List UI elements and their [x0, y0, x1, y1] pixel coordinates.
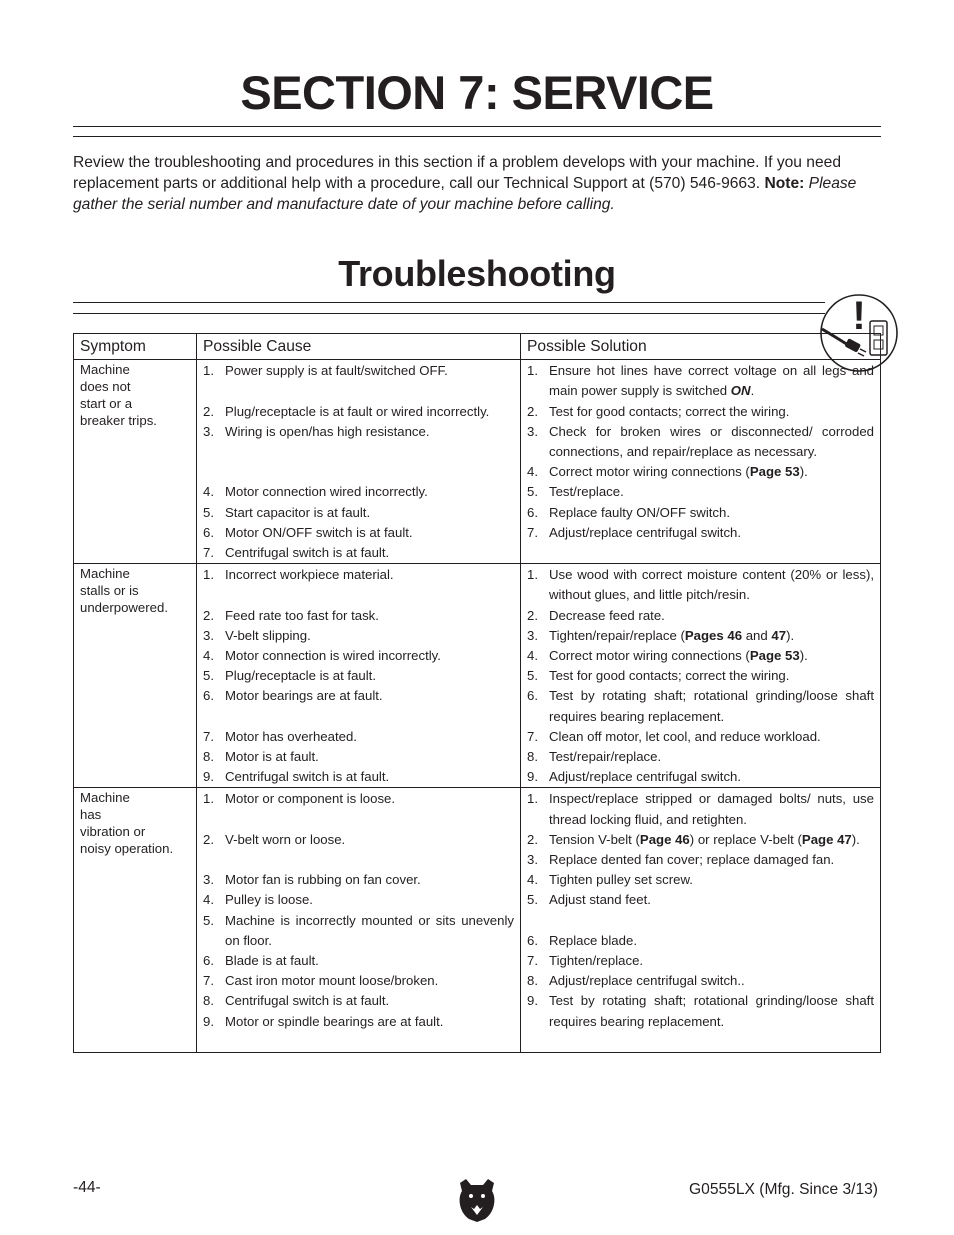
- solution-number: 2.: [527, 403, 538, 419]
- cause-number: 8.: [203, 749, 214, 764]
- solution-text-part: Inspect/replace stripped or damaged bolts/ nuts, use thread locking fluid, and retighten.: [549, 791, 874, 827]
- cause-text: Blade is at fault.: [225, 953, 319, 969]
- cause-text: Incorrect workpiece material.: [225, 567, 394, 583]
- cause-item: [203, 626, 514, 646]
- solution-number: 3.: [527, 852, 538, 868]
- solution-text: [549, 523, 874, 543]
- solution-number: 2.: [527, 607, 538, 623]
- solution-text-part: Adjust/replace centrifugal switch..: [549, 973, 745, 989]
- solution-number: 5.: [527, 892, 538, 908]
- solution-text-part: .: [750, 383, 755, 399]
- cause-text: Plug/receptacle is at fault.: [225, 668, 377, 684]
- cause-number: 1.: [203, 363, 214, 379]
- solution-text: [549, 686, 874, 726]
- solution-text-part: Use wood with correct moisture content (20% or less), without glues, and little pitch/resin.: [549, 567, 874, 603]
- cause-text: V-belt slipping.: [225, 627, 311, 643]
- cause-cell: [197, 564, 521, 788]
- solution-text-part: Tighten/replace.: [549, 953, 644, 969]
- solution-item: [527, 830, 874, 850]
- cause-text: Motor is at fault.: [225, 749, 319, 764]
- solution-item: [527, 789, 874, 829]
- solution-item: [527, 646, 874, 666]
- cause-number: 7.: [203, 973, 214, 989]
- cause-item: [203, 606, 514, 626]
- solution-number: 1.: [527, 363, 538, 379]
- cause-item: [203, 971, 514, 991]
- cause-item: [203, 789, 514, 829]
- solution-text-part: Tension V-belt (: [549, 831, 640, 847]
- model-label: G0555LX (Mfg. Since 3/13): [689, 1181, 878, 1198]
- cause-text: Motor bearings are at fault.: [225, 688, 383, 704]
- solution-number: 7.: [527, 524, 538, 540]
- cause-text: Feed rate too fast for task.: [225, 607, 379, 623]
- solution-number: 6.: [527, 688, 538, 704]
- solution-text-part: Correct motor wiring connections (: [549, 464, 750, 480]
- solution-text-part: Test/repair/replace.: [549, 749, 662, 765]
- solution-item: [527, 523, 874, 543]
- symptom-line: start or a: [80, 396, 133, 412]
- page-reference: Page 53: [749, 648, 800, 664]
- symptom-line: vibration or: [80, 824, 146, 840]
- cause-item: [203, 767, 514, 787]
- solution-item: [527, 991, 874, 1031]
- symptom-line: noisy operation.: [80, 841, 174, 857]
- page-reference: Pages 46: [684, 627, 743, 643]
- solution-item: [527, 951, 874, 971]
- cause-item: [203, 482, 514, 502]
- solution-number: 1.: [527, 791, 538, 807]
- symptom-line: Machine: [80, 790, 130, 806]
- page-reference: Page 47: [801, 831, 852, 847]
- solution-text: [549, 361, 874, 401]
- cause-item: [203, 890, 514, 910]
- solution-text-part: Ensure hot lines have correct voltage on all legs and main power supply is switched: [549, 363, 874, 399]
- solution-text: [549, 482, 874, 502]
- solution-item: [527, 767, 874, 787]
- cause-item: [203, 361, 514, 401]
- cause-text: Motor connection wired incorrectly.: [225, 484, 428, 500]
- cause-number: 3.: [203, 627, 214, 643]
- solution-item: [527, 686, 874, 726]
- cause-number: 1.: [203, 791, 214, 807]
- solution-number: 4.: [527, 872, 538, 888]
- solution-text: [549, 951, 874, 971]
- solution-item: [527, 462, 874, 482]
- cause-text: Centrifugal switch is at fault.: [225, 769, 390, 785]
- cause-number: 5.: [203, 504, 214, 520]
- title-rule-bottom: [73, 136, 881, 137]
- solution-number: 9.: [527, 769, 538, 785]
- solution-item: [527, 626, 874, 646]
- solution-text-part: Replace dented fan cover; replace damaged fan.: [549, 852, 835, 868]
- solution-item: [527, 482, 874, 502]
- cause-item: [203, 543, 514, 563]
- solution-text-part: and: [742, 627, 772, 643]
- cause-item: [203, 422, 514, 483]
- solution-text-part: Check for broken wires or disconnected/ corroded connections, and repair/replace as necessary.: [549, 423, 874, 460]
- cause-number: 2.: [203, 831, 214, 847]
- cause-number: 1.: [203, 567, 214, 583]
- table-header-row: [74, 334, 881, 360]
- table-row: [74, 564, 881, 788]
- cause-number: 2.: [203, 607, 214, 623]
- solution-item: [527, 361, 874, 401]
- cause-number: 3.: [203, 872, 214, 888]
- solution-number: 3.: [527, 423, 538, 439]
- solution-text: [549, 666, 874, 686]
- cause-text: Motor fan is rubbing on fan cover.: [225, 872, 421, 888]
- solution-item: [527, 931, 874, 951]
- solution-text-part: Test for good contacts; correct the wiring.: [549, 403, 790, 419]
- solution-number: 9.: [527, 993, 538, 1009]
- solution-item: [527, 666, 874, 686]
- solution-text-part: ).: [799, 464, 808, 480]
- cause-number: 9.: [203, 769, 214, 785]
- cause-text: Machine is incorrectly mounted or sits unevenly on floor.: [225, 912, 514, 948]
- solution-text: [549, 789, 874, 829]
- solution-item: [527, 971, 874, 991]
- cause-text: Motor or component is loose.: [225, 791, 396, 807]
- solution-text-part: Test by rotating shaft; rotational grinding/loose shaft requires bearing replacement.: [549, 993, 874, 1029]
- symptom-line: underpowered.: [80, 600, 168, 616]
- page-reference: ON: [730, 383, 751, 399]
- solution-text: [549, 422, 874, 462]
- cause-item: [203, 870, 514, 890]
- solution-text: [549, 402, 874, 422]
- solution-item: [527, 503, 874, 523]
- cause-number: 4.: [203, 484, 214, 500]
- troubleshooting-table: [73, 333, 881, 1053]
- intro-paragraph: [73, 152, 883, 215]
- solution-text-part: Replace faulty ON/OFF switch.: [549, 504, 731, 520]
- cause-item: [203, 666, 514, 686]
- symptom-line: stalls or is: [80, 583, 139, 599]
- title-rule-top: [73, 126, 881, 127]
- solution-text-part: Adjust/replace centrifugal switch.: [549, 524, 742, 540]
- solution-text: [549, 971, 874, 991]
- table-row: [74, 360, 881, 564]
- cause-number: 5.: [203, 668, 214, 684]
- cause-item: [203, 686, 514, 726]
- section-title: SECTION 7: SERVICE: [240, 66, 714, 119]
- cause-item: [203, 646, 514, 666]
- solution-cell: [521, 564, 881, 788]
- symptom-line: Machine: [80, 362, 130, 378]
- solution-text-part: Tighten pulley set screw.: [549, 872, 693, 888]
- solution-number: 4.: [527, 648, 538, 664]
- solution-text: [549, 727, 874, 747]
- cause-number: 7.: [203, 545, 214, 560]
- solution-text: [549, 606, 874, 626]
- page-number: -44-: [73, 1179, 101, 1196]
- solution-cell: [521, 360, 881, 564]
- solution-text-part: ) or replace V-belt (: [689, 831, 802, 847]
- page-reference: 47: [771, 627, 787, 643]
- cause-text: Centrifugal switch is at fault.: [225, 993, 390, 1009]
- cause-number: 4.: [203, 648, 214, 663]
- cause-item: [203, 747, 514, 767]
- cause-item: [203, 830, 514, 870]
- solution-text-part: Test/replace.: [549, 484, 624, 500]
- svg-text:!: !: [852, 294, 866, 338]
- cause-text: Cast iron motor mount loose/broken.: [225, 973, 439, 989]
- solution-item: [527, 870, 874, 890]
- symptom-cell: [74, 788, 197, 1053]
- cause-cell: [197, 788, 521, 1053]
- cause-cell: [197, 360, 521, 564]
- cause-text: Motor has overheated.: [225, 728, 357, 744]
- intro-text: Review the troubleshooting and procedures in this section if a problem develops with your machine. If you need replacement parts or additional help with a procedure, call our Technical Support at (570) 546-9663.: [73, 154, 841, 192]
- solution-text: [549, 626, 874, 646]
- solution-number: 4.: [527, 464, 538, 480]
- solution-text: [549, 890, 874, 930]
- solution-number: 8.: [527, 749, 538, 765]
- cause-number: 7.: [203, 728, 214, 744]
- cause-number: 9.: [203, 1013, 214, 1029]
- cause-text: Motor connection is wired incorrectly.: [225, 648, 441, 663]
- solution-number: 6.: [527, 504, 538, 520]
- symptom-cell: [74, 564, 197, 788]
- cause-text: Motor ON/OFF switch is at fault.: [225, 524, 413, 540]
- solution-text: [549, 767, 874, 787]
- cause-text: Centrifugal switch is at fault.: [225, 545, 390, 560]
- solution-text-part: ).: [851, 831, 860, 847]
- cause-item: [203, 402, 514, 422]
- solution-text: [549, 991, 874, 1031]
- solution-number: 7.: [527, 953, 538, 969]
- bear-head-logo-icon: [457, 1177, 497, 1223]
- solution-cell: [521, 788, 881, 1053]
- cause-number: 4.: [203, 892, 214, 908]
- solution-text: [549, 503, 874, 523]
- solution-text: [549, 747, 874, 767]
- cause-text: Power supply is at fault/switched OFF.: [225, 363, 448, 379]
- symptom-line: Machine: [80, 566, 130, 582]
- solution-number: 5.: [527, 668, 538, 684]
- solution-text-part: ).: [786, 627, 795, 643]
- header-symptom: Symptom: [74, 334, 197, 360]
- cause-number: 6.: [203, 953, 214, 969]
- page-reference: Page 53: [749, 464, 800, 480]
- subtitle-rule-top: [73, 302, 825, 303]
- solution-text: [549, 830, 874, 850]
- cause-item: [203, 991, 514, 1011]
- solution-text-part: Decrease feed rate.: [549, 607, 665, 623]
- solution-text-part: Tighten/repair/replace (: [549, 627, 685, 643]
- cause-item: [203, 503, 514, 523]
- solution-text-part: Test for good contacts; correct the wiring.: [549, 668, 790, 684]
- note-text: Please gather the serial number and manufacture date of your machine before calling.: [73, 175, 857, 213]
- solution-text-part: Clean off motor, let cool, and reduce workload.: [549, 728, 821, 744]
- solution-item: [527, 890, 874, 930]
- solution-number: 3.: [527, 627, 538, 643]
- symptom-line: does not: [80, 379, 131, 395]
- solution-number: 7.: [527, 728, 538, 744]
- symptom-line: breaker trips.: [80, 413, 157, 429]
- cause-item: [203, 727, 514, 747]
- solution-item: [527, 727, 874, 747]
- symptom-line: has: [80, 807, 102, 823]
- solution-item: [527, 565, 874, 605]
- cause-number: 8.: [203, 993, 214, 1009]
- solution-number: 6.: [527, 932, 538, 948]
- cause-item: [203, 951, 514, 971]
- cause-number: 2.: [203, 403, 214, 419]
- solution-number: 8.: [527, 973, 538, 989]
- page-reference: Page 46: [639, 831, 690, 847]
- cause-item: [203, 565, 514, 605]
- solution-item: [527, 422, 874, 462]
- solution-text-part: Correct motor wiring connections (: [549, 648, 750, 664]
- solution-item: [527, 402, 874, 422]
- solution-text-part: ).: [799, 648, 808, 664]
- subtitle-rule-bottom: [73, 313, 825, 314]
- solution-number: 1.: [527, 567, 538, 583]
- cause-text: Pulley is loose.: [225, 892, 313, 908]
- cause-number: 6.: [203, 688, 214, 704]
- solution-text: [549, 870, 874, 890]
- solution-item: [527, 606, 874, 626]
- cause-number: 3.: [203, 423, 214, 439]
- cause-item: [203, 1012, 514, 1052]
- solution-text: [549, 931, 874, 951]
- troubleshooting-title: Troubleshooting: [338, 253, 616, 294]
- cause-text: Wiring is open/has high resistance.: [225, 423, 430, 439]
- solution-text-part: Test by rotating shaft; rotational grinding/loose shaft requires bearing replacement.: [549, 688, 874, 724]
- solution-text-part: Replace blade.: [549, 932, 637, 948]
- header-possible-solution: Possible Solution: [521, 334, 881, 360]
- symptom-cell: [74, 360, 197, 564]
- solution-text-part: Adjust/replace centrifugal switch.: [549, 769, 742, 785]
- solution-text: [549, 646, 874, 666]
- cause-text: V-belt worn or loose.: [225, 831, 346, 847]
- solution-item: [527, 850, 874, 870]
- cause-item: [203, 911, 514, 951]
- solution-text: [549, 462, 874, 482]
- note-label: Note:: [764, 175, 805, 192]
- solution-number: 2.: [527, 831, 538, 847]
- cause-number: 6.: [203, 524, 214, 540]
- cause-text: Start capacitor is at fault.: [225, 504, 371, 520]
- solution-text-part: Adjust stand feet.: [549, 892, 651, 908]
- cause-number: 5.: [203, 912, 214, 928]
- cause-item: [203, 523, 514, 543]
- header-possible-cause: Possible Cause: [197, 334, 521, 360]
- solution-text: [549, 565, 874, 605]
- cause-text: Motor or spindle bearings are at fault.: [225, 1013, 444, 1029]
- solution-number: 5.: [527, 484, 538, 500]
- cause-text: Plug/receptacle is at fault or wired incorrectly.: [225, 403, 490, 419]
- solution-text: [549, 850, 874, 870]
- solution-item: [527, 747, 874, 767]
- table-row: [74, 788, 881, 1053]
